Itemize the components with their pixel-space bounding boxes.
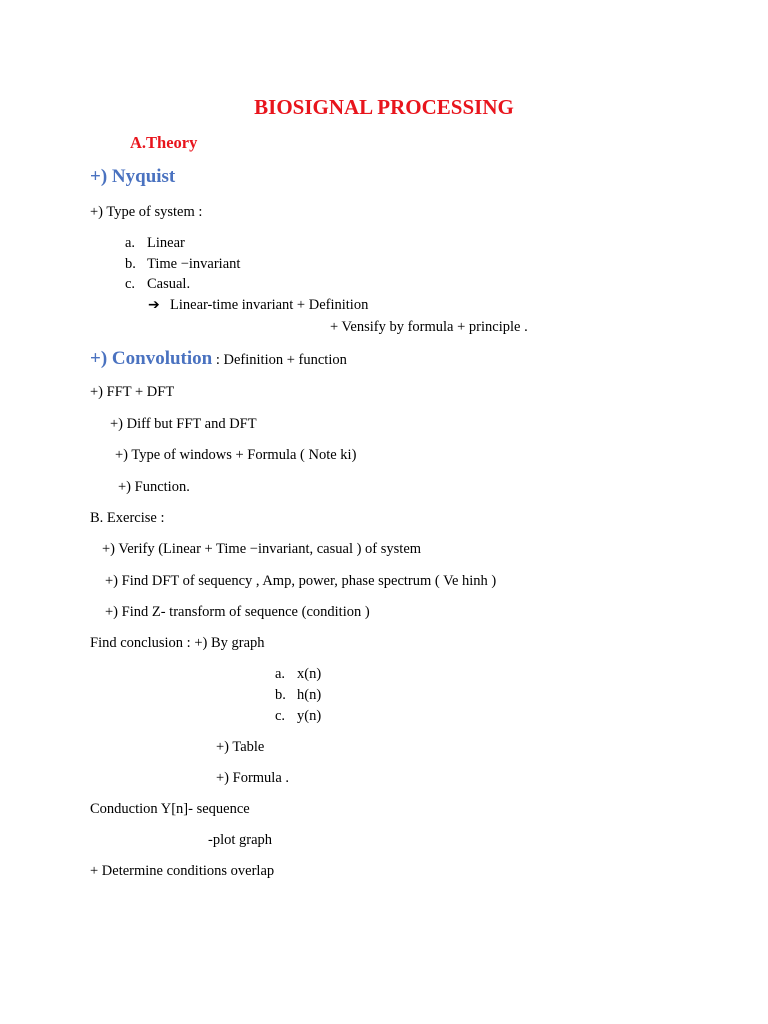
type-of-system-text: +) Type of system : [90,204,203,220]
list-text: Time −invariant [147,256,241,272]
list-text: x(n) [297,666,322,682]
list-item [125,275,190,293]
list-item [275,707,321,725]
arrow-line [148,296,368,314]
list-label: c. [125,276,136,292]
convolution-line [90,350,347,369]
formula-text: +) Formula . [216,770,290,786]
arrow-right-icon: ➔ [148,297,160,313]
document-title: BIOSIGNAL PROCESSING [254,95,514,119]
list-text: h(n) [297,687,322,703]
list-label: b. [125,256,136,272]
find-dft-text: +) Find DFT of sequency , Amp, power, phase spectrum ( Ve hinh ) [105,573,497,589]
nyquist-heading: +) Nyquist [90,166,176,187]
list-label: b. [275,687,286,703]
list-item [125,255,240,273]
vensify-text: + Vensify by formula + principle . [330,319,528,335]
find-z-text: +) Find Z- transform of sequence (condition ) [105,604,370,620]
list-item [125,234,185,252]
table-text: +) Table [216,739,265,755]
windows-text: +) Type of windows + Formula ( Note ki) [115,447,357,463]
list-text: Linear [147,235,185,251]
section-a-heading: A.Theory [130,133,198,152]
list-item [275,686,321,704]
list-item [275,665,321,683]
fft-dft-text: +) FFT + DFT [90,384,175,400]
list-text: y(n) [297,708,322,724]
convolution-text: : Definition + function [212,352,347,368]
arrow-line-text: Linear-time invariant + Definition [170,297,369,313]
section-b-heading: B. Exercise : [90,510,165,526]
list-text: Casual. [147,276,191,292]
conduction-text: Conduction Y[n]- sequence [90,801,250,817]
list-label: a. [125,235,136,251]
list-label: a. [275,666,286,682]
function-text: +) Function. [118,479,190,495]
diff-fft-text: +) Diff but FFT and DFT [110,416,257,432]
verify-text: +) Verify (Linear + Time −invariant, casual ) of system [102,541,422,557]
list-label: c. [275,708,286,724]
determine-text: + Determine conditions overlap [90,863,275,879]
plot-graph-text: -plot graph [208,832,273,848]
convolution-heading: +) Convolution [90,348,213,369]
find-conclusion-text: Find conclusion : +) By graph [90,635,265,651]
